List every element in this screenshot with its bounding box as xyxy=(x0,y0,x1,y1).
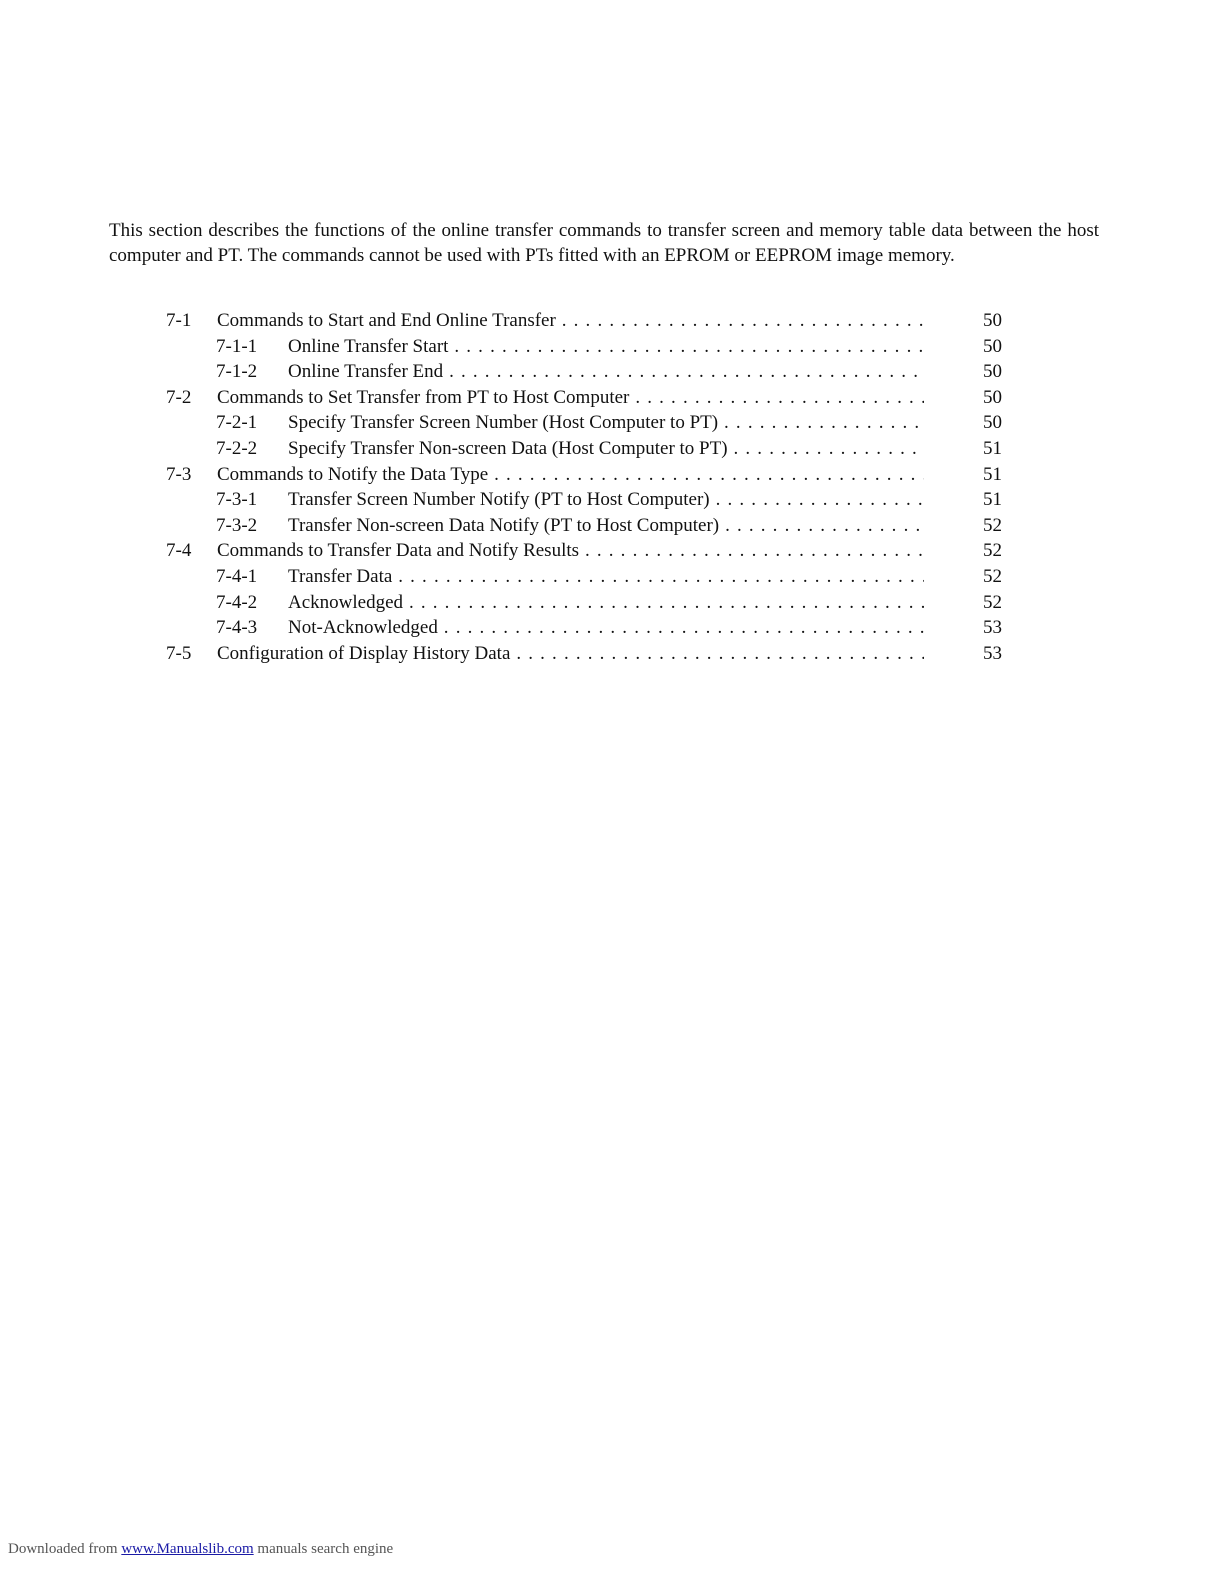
toc-number: 7-4 xyxy=(166,540,192,562)
toc-number: 7-1-1 xyxy=(216,335,258,357)
toc-entry[interactable] xyxy=(166,641,1016,667)
toc-entry[interactable] xyxy=(166,590,1016,616)
section-intro: This section describes the functions of the online transfer commands to transfer screen and memory table data between the host computer and PT. The commands cannot be used with PTs fitted with an EPROM or EEPROM image memory. xyxy=(109,220,1099,266)
toc-entry[interactable] xyxy=(166,436,1016,462)
toc-page: 50 xyxy=(983,412,1002,434)
toc-title: Configuration of Display History Data . . . xyxy=(217,641,924,667)
toc-title: Not-Acknowledged . . . xyxy=(288,615,924,641)
toc-number: 7-4-2 xyxy=(216,591,258,613)
toc-page: 50 xyxy=(983,386,1002,408)
toc-title: Specify Transfer Screen Number (Host Computer to PT) . . . xyxy=(288,410,924,436)
toc-page: 51 xyxy=(983,437,1002,459)
toc-page: 53 xyxy=(983,642,1002,664)
toc-number: 7-3 xyxy=(166,463,192,485)
toc-page: 51 xyxy=(983,489,1002,511)
toc-number: 7-5 xyxy=(166,642,192,664)
toc-number: 7-3-2 xyxy=(216,514,258,536)
toc-title: Commands to Start and End Online Transfer . . . xyxy=(217,308,924,334)
toc-number: 7-4-1 xyxy=(216,565,258,587)
toc-entry[interactable] xyxy=(166,513,1016,539)
toc-page: 50 xyxy=(983,361,1002,383)
toc-number: 7-2-1 xyxy=(216,412,258,434)
toc-title: Commands to Notify the Data Type . . . xyxy=(217,462,924,488)
toc-title: Online Transfer End . . . xyxy=(288,359,924,385)
toc-title: Transfer Screen Number Notify (PT to Host Computer) . . . xyxy=(288,487,924,513)
toc-title: Acknowledged . . . xyxy=(288,590,924,616)
toc-page: 51 xyxy=(983,463,1002,485)
toc-entry[interactable] xyxy=(166,462,1016,488)
toc-entry[interactable] xyxy=(166,385,1016,411)
toc-entry[interactable] xyxy=(166,359,1016,385)
download-footer xyxy=(8,1541,393,1558)
toc-title: Commands to Set Transfer from PT to Host Computer . . . xyxy=(217,385,924,411)
toc-number: 7-4-3 xyxy=(216,617,258,639)
toc-number: 7-2 xyxy=(166,386,192,408)
toc-page: 50 xyxy=(983,310,1002,331)
toc-page: 52 xyxy=(983,540,1002,562)
toc-entry[interactable] xyxy=(166,487,1016,513)
toc-page: 53 xyxy=(983,617,1002,639)
toc-title: Transfer Non-screen Data Notify (PT to Host Computer) . . . xyxy=(288,513,924,539)
toc-entry[interactable] xyxy=(166,410,1016,436)
toc-title: Transfer Data . . . xyxy=(288,564,924,590)
toc-entry[interactable] xyxy=(166,564,1016,590)
toc-entry[interactable] xyxy=(166,615,1016,641)
toc-number: 7-1 xyxy=(166,310,192,331)
toc-page: 52 xyxy=(983,514,1002,536)
toc-title: Commands to Transfer Data and Notify Results . . . xyxy=(217,538,924,564)
footer-prefix: Downloaded from xyxy=(8,1541,118,1557)
toc-entry[interactable] xyxy=(166,334,1016,360)
toc-entry[interactable] xyxy=(166,308,1016,334)
toc-number: 7-2-2 xyxy=(216,437,258,459)
toc-number: 7-3-1 xyxy=(216,489,258,511)
manualslib-link[interactable]: www.Manualslib.com xyxy=(121,1541,254,1557)
toc-entry[interactable] xyxy=(166,538,1016,564)
toc-number: 7-1-2 xyxy=(216,361,258,383)
toc-page: 52 xyxy=(983,565,1002,587)
table-of-contents xyxy=(166,308,1016,666)
toc-title: Online Transfer Start . . . xyxy=(288,334,924,360)
toc-page: 52 xyxy=(983,591,1002,613)
footer-suffix: manuals search engine xyxy=(257,1541,394,1557)
toc-page: 50 xyxy=(983,335,1002,357)
toc-title: Specify Transfer Non-screen Data (Host Computer to PT) . . . xyxy=(288,436,924,462)
